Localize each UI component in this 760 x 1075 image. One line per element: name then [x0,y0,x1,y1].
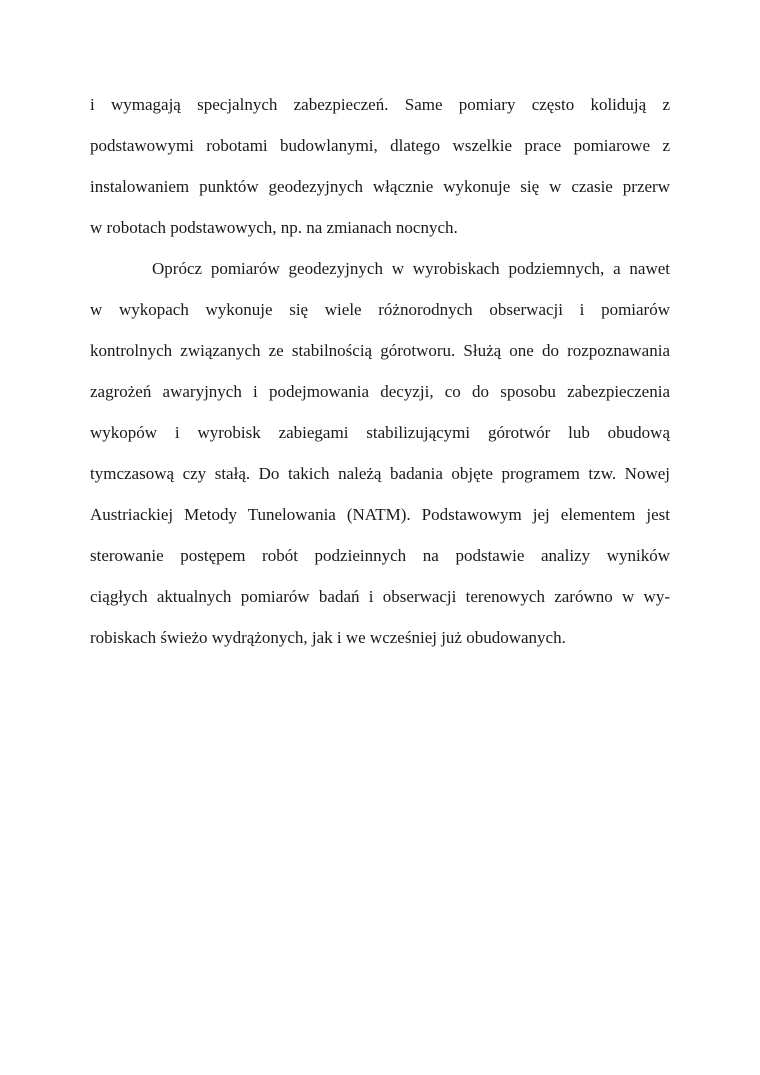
text-line: zagrożeń awaryjnych i podejmowania decyzji, co do sposobu zabezpieczenia [90,382,670,401]
text-line: tymczasową czy stałą. Do takich należą badania objęte programem tzw. Nowej [90,464,670,483]
text-line: podstawowymi robotami budowlanymi, dlatego wszelkie prace pomiarowe z [90,136,670,155]
text-line: robiskach świeżo wydrążonych, jak i we wcześniej już obudowanych. [90,628,566,647]
text-line: kontrolnych związanych ze stabilnością górotworu. Służą one do rozpoznawania [90,341,670,360]
text-line: instalowaniem punktów geodezyjnych włącznie wykonuje się w czasie przerw [90,177,670,196]
text-line: Austriackiej Metody Tunelowania (NATM). Podstawowym jej elementem jest [90,505,670,524]
text-line: i wymagają specjalnych zabezpieczeń. Same pomiary często kolidują z [90,95,670,114]
paragraph-2 [90,248,670,658]
body-text [90,84,670,658]
text-line: w robotach podstawowych, np. na zmianach nocnych. [90,218,458,237]
text-line: Oprócz pomiarów geodezyjnych w wyrobiskach podziemnych, a nawet [152,259,670,278]
text-line: wykopów i wyrobisk zabiegami stabilizującymi górotwór lub obudową [90,423,670,442]
text-line: sterowanie postępem robót podzieinnych na podstawie analizy wyników [90,546,670,565]
text-line: w wykopach wykonuje się wiele różnorodnych obserwacji i pomiarów [90,300,670,319]
text-line: ciągłych aktualnych pomiarów badań i obserwacji terenowych zarówno w wy- [90,587,670,606]
paragraph-1 [90,84,670,248]
